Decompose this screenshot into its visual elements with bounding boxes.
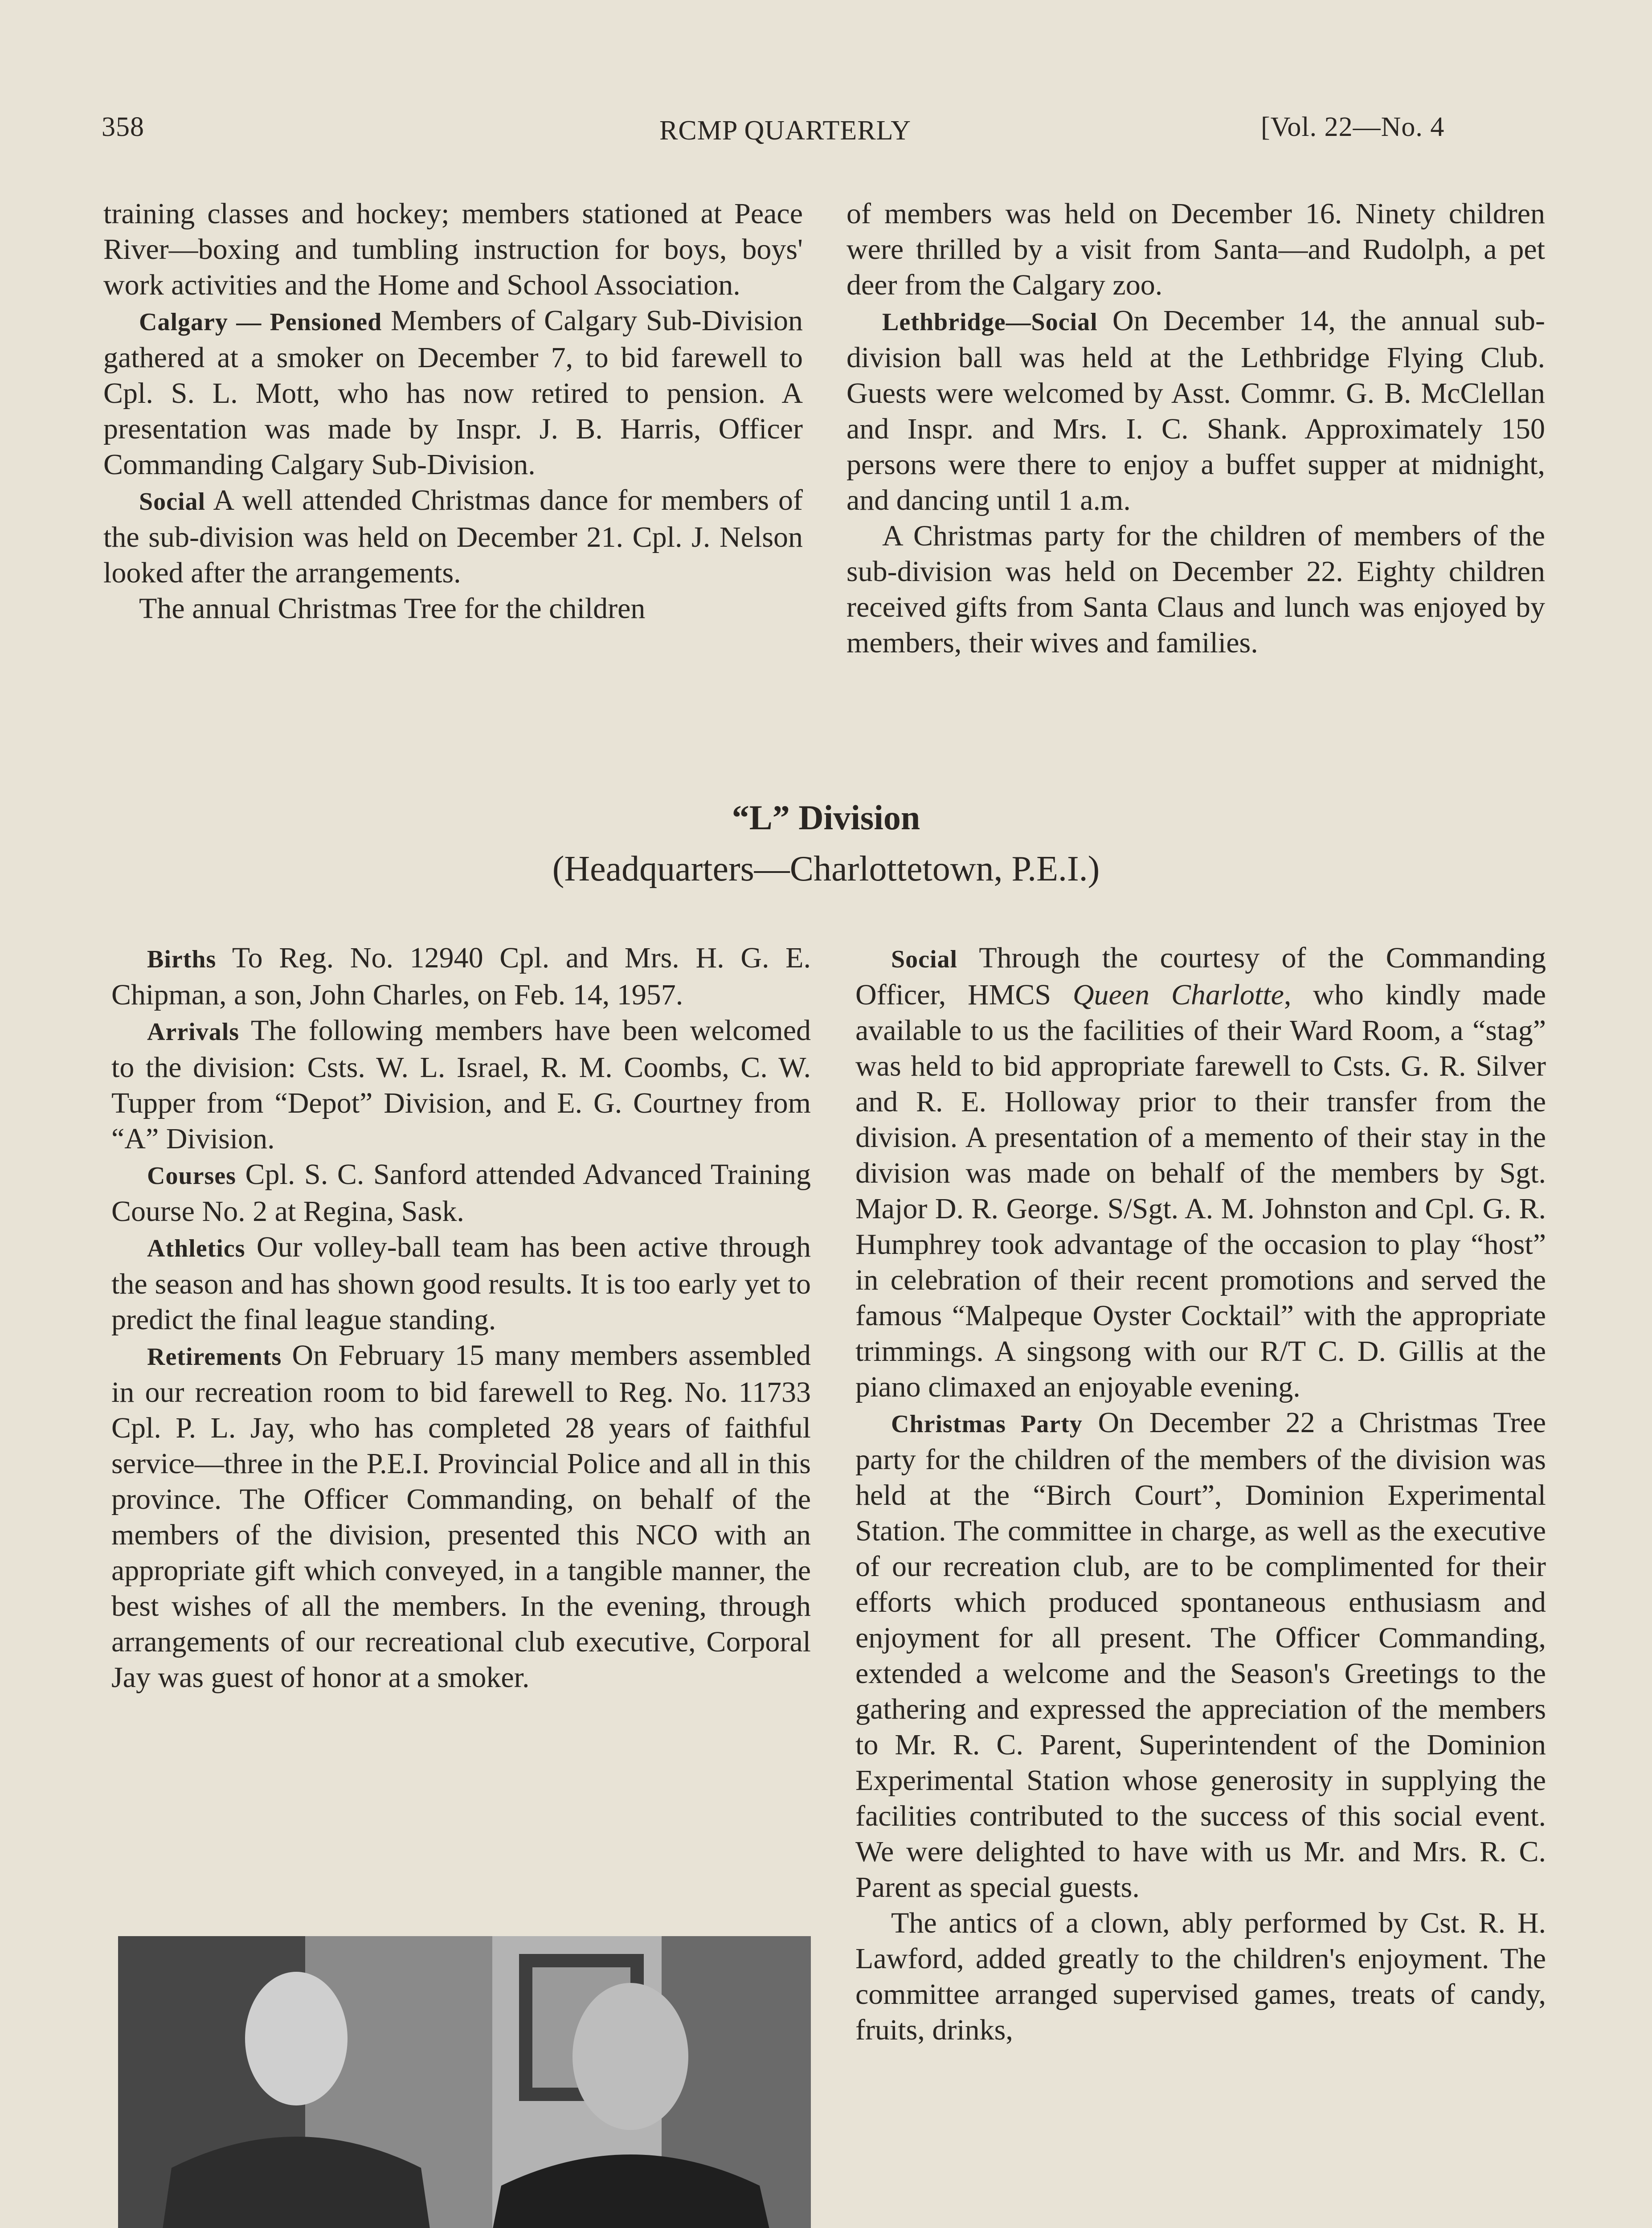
christmas-party-text: On December 22 a Christmas Tree party for the children of the members of the division was held at the “Birch Court”, Dominion Experimental Station. The committee in charge, as well as the executive of our recreation club, are to be complimented for their efforts which produced spontaneous enthusiasm and enjoyment for all present. The Officer Commanding, extended a welcome and the Season's Greetings to the gathering and expressed the appreciation of the members to Mr. R. C. Parent, Superintendent of the Dominion Experimental Station whose generosity in supplying the facilities contributed to the success of this social event. We were delighted to have with us Mr. and Mrs. R. C. Parent as special guests. bbox=[855, 1406, 1546, 1904]
social-heading: Social bbox=[891, 946, 958, 973]
arrivals-paragraph bbox=[111, 1013, 811, 1157]
athletics-paragraph bbox=[111, 1229, 811, 1338]
lower-left-column bbox=[111, 940, 811, 1696]
volume-issue: [Vol. 22—No. 4 bbox=[1261, 112, 1445, 142]
christmas-tree-paragraph: The annual Christmas Tree for the children bbox=[139, 592, 646, 625]
social-paragraph bbox=[855, 940, 1546, 1405]
calgary-social-paragraph bbox=[103, 483, 803, 591]
athletics-text: Our volley-ball team has been active through the season and has shown good results. It is too early yet to predict the final league standing. bbox=[111, 1231, 811, 1336]
lethbridge-paragraph bbox=[846, 303, 1545, 518]
lethbridge-heading: Lethbridge—Social bbox=[882, 308, 1098, 336]
journal-title: RCMP QUARTERLY bbox=[659, 115, 912, 146]
calgary-social-text: A well attended Christmas dance for members of the sub-division was held on December 21. Cpl. J. Nelson looked after the arrangements. bbox=[103, 484, 803, 589]
retirements-paragraph bbox=[111, 1338, 811, 1696]
calgary-pensioned-paragraph bbox=[103, 303, 803, 483]
presentation-photo bbox=[118, 1936, 811, 2228]
ship-name: Queen Charlotte bbox=[1072, 979, 1284, 1011]
section-subtitle: (Headquarters—Charlottetown, P.E.I.) bbox=[552, 849, 1100, 889]
photo-illustration bbox=[118, 1936, 811, 2228]
athletics-heading: Athletics bbox=[147, 1235, 245, 1262]
births-paragraph bbox=[111, 940, 811, 1013]
section-title: “L” Division bbox=[732, 798, 920, 837]
births-text: To Reg. No. 12940 Cpl. and Mrs. H. G. E. Chipman, a son, John Charles, on Feb. 14, 1957. bbox=[111, 942, 811, 1011]
retirements-text: On February 15 many members assembled in our recreation room to bid farewell to Reg. No. 11733 Cpl. P. L. Jay, who has completed 28 years of faithful service—three in the P.E.I. Provincial Police and all in this province. The Officer Commanding, on behalf of the members of the division, presented this NCO with an appropriate gift which conveyed, in a tangible manner, the best wishes of all the members. In the evening, through arrangements of our recreational club executive, Corporal Jay was guest of honor at a smoker. bbox=[111, 1339, 811, 1694]
courses-paragraph bbox=[111, 1157, 811, 1229]
courses-heading: Courses bbox=[147, 1162, 236, 1190]
social-text-b: , who kindly made available to us the facilities of their Ward Room, a “stag” was held to bid appropriate farewell to Csts. G. R. Silver and R. E. Holloway prior to their transfer from the division. A presentation of a memento of their stay in the division was made on behalf of the members by Sgt. Major D. R. George. S/Sgt. A. M. Johnston and Cpl. G. R. Humphrey took advantage of the occasion to play “host” in celebration of their recent promotions and served the famous “Malpeque Oyster Cocktail” with the appropriate trimmings. A singsong with our R/T C. D. Gillis at the piano climaxed an enjoyable evening. bbox=[855, 979, 1546, 1403]
lethbridge-text: On December 14, the annual sub-division ball was held at the Lethbridge Flying Club. Guests were welcomed by Asst. Commr. G. B. McClellan and Inspr. and Mrs. I. C. Shank. Approximately 150 persons were there to enjoy a buffet supper at midnight, and dancing until 1 a.m. bbox=[846, 304, 1545, 516]
christmas-party-paragraph bbox=[855, 1405, 1546, 1905]
courses-text: Cpl. S. C. Sanford attended Advanced Training Course No. 2 at Regina, Sask. bbox=[111, 1158, 811, 1228]
calgary-social-heading: Social bbox=[139, 488, 206, 516]
arrivals-text: The following members have been welcomed to the division: Csts. W. L. Israel, R. M. Coombs, C. W. Tupper from “Depot” Division, and E. G. Courtney from “A” Division. bbox=[111, 1014, 811, 1155]
clown-paragraph: The antics of a clown, ably performed by Cst. R. H. Lawford, added greatly to the children's enjoyment. The committee arranged supervised games, treats of candy, fruits, drinks, bbox=[855, 1907, 1546, 2046]
calgary-pensioned-text: Members of Calgary Sub-Division gathered at a smoker on December 7, to bid farewell to Cpl. S. L. Mott, who has now retired to pension. A presentation was made by Inspr. J. B. Harris, Officer Commanding Calgary Sub-Division. bbox=[103, 304, 803, 481]
social-text-a: Through the courtesy of the Commanding Officer, HMCS bbox=[855, 942, 1546, 1011]
page-number: 358 bbox=[102, 112, 144, 142]
santa-visit-paragraph: of members was held on December 16. Ninety children were thrilled by a visit from Santa—and Rudolph, a pet deer from the Calgary zoo. bbox=[846, 197, 1545, 301]
top-right-column bbox=[846, 196, 1545, 661]
lower-right-column bbox=[855, 940, 1546, 2048]
peace-river-paragraph: training classes and hockey; members stationed at Peace River—boxing and tumbling instruction for boys, boys' work activities and the Home and School Association. bbox=[103, 197, 803, 301]
retirements-heading: Retirements bbox=[147, 1343, 282, 1371]
births-heading: Births bbox=[147, 946, 217, 973]
top-left-column bbox=[103, 196, 803, 627]
arrivals-heading: Arrivals bbox=[147, 1018, 240, 1046]
lethbridge-party-paragraph: A Christmas party for the children of members of the sub-division was held on December 22. Eighty children received gifts from Santa Claus and lunch was enjoyed by members, their wives and families. bbox=[846, 520, 1545, 659]
christmas-party-heading: Christmas Party bbox=[891, 1410, 1083, 1438]
calgary-pensioned-heading: Calgary — Pensioned bbox=[139, 308, 382, 336]
